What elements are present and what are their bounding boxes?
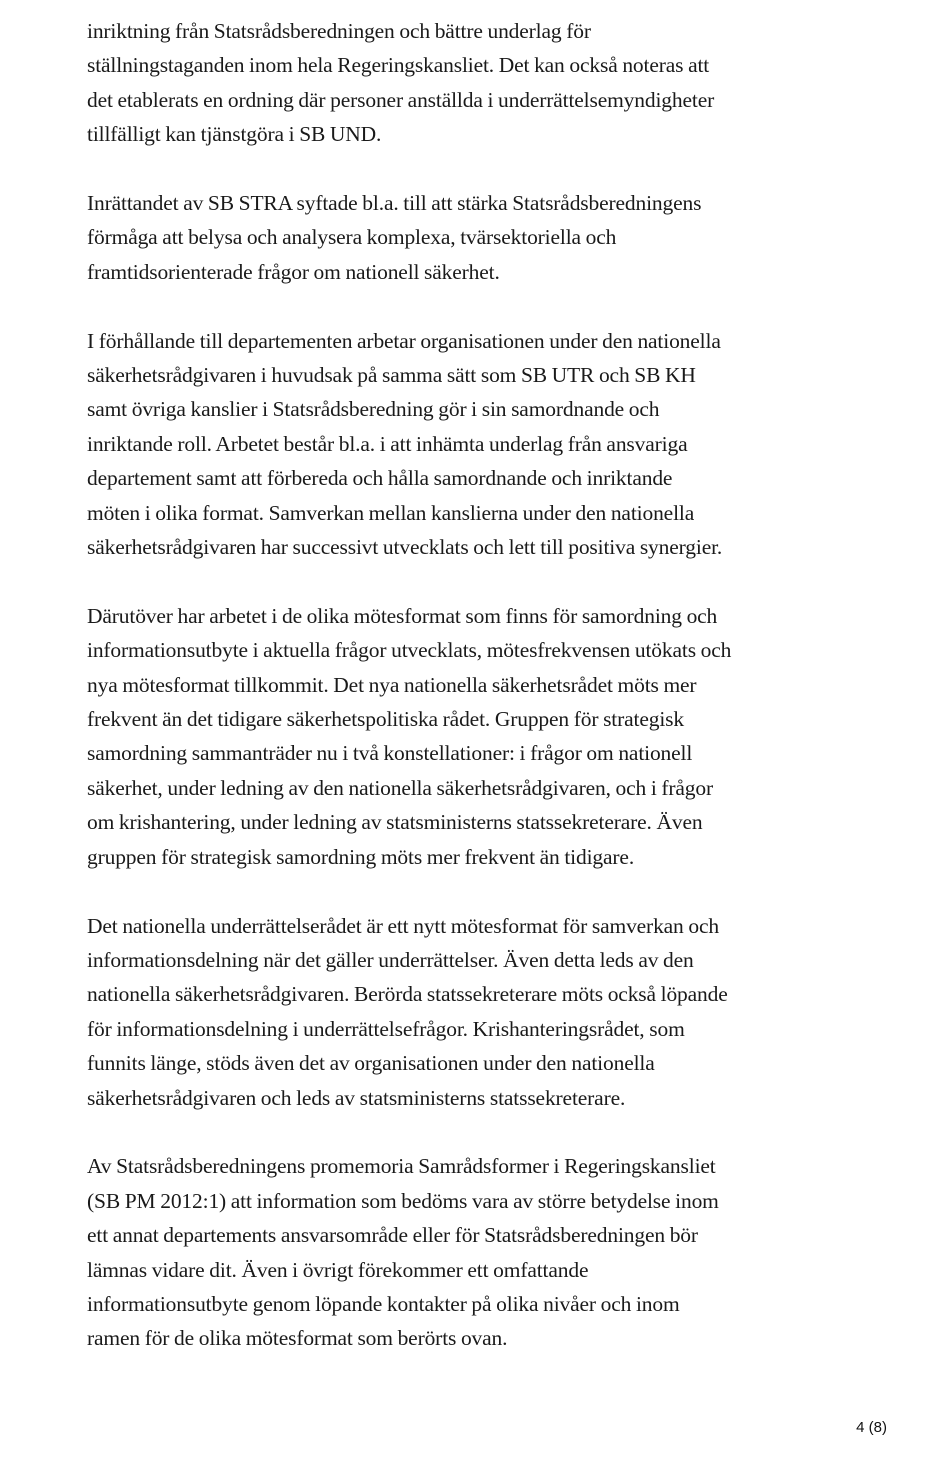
text-line: tillfälligt kan tjänstgöra i SB UND. [87,122,382,147]
paragraph-2 [87,186,887,289]
text-line: informationsutbyte i aktuella frågor utvecklats, mötesfrekvensen utökats och [87,638,732,663]
text-line: möten i olika format. Samverkan mellan kanslierna under den nationella [87,500,695,525]
text-line: lämnas vidare dit. Även i övrigt förekommer ett omfattande [87,1257,589,1282]
document-body [87,14,887,1390]
text-line: Inrättandet av SB STRA syftade bl.a. till att stärka Statsrådsberedningens [87,191,702,216]
text-line: inriktning från Statsrådsberedningen och bättre underlag för [87,19,591,43]
text-line: om krishantering, under ledning av statsministerns statssekreterare. Även [87,810,703,835]
text-line: säkerhetsrådgivaren och leds av statsministerns statssekreterare. [87,1085,626,1110]
text-line: departement samt att förbereda och hålla samordnande och inriktande [87,466,673,491]
text-line: informationsdelning när det gäller underrättelser. Även detta leds av den [87,947,694,972]
text-line: Det nationella underrättelserådet är ett nytt mötesformat för samverkan och [87,913,719,938]
text-line: Därutöver har arbetet i de olika mötesformat som finns för samordning och [87,603,718,628]
text-line: ett annat departements ansvarsområde eller för Statsrådsberedningen bör [87,1223,698,1248]
text-line: informationsutbyte genom löpande kontakter på olika nivåer och inom [87,1291,680,1316]
text-line: (SB PM 2012:1) att information som bedöms vara av större betydelse inom [87,1188,719,1213]
text-line: nya mötesformat tillkommit. Det nya nationella säkerhetsrådet möts mer [87,672,697,697]
text-line: ställningstaganden inom hela Regeringskansliet. Det kan också noteras att [87,53,710,78]
text-line: I förhållande till departementen arbetar organisationen under den nationella [87,328,721,353]
text-line: frekvent än det tidigare säkerhetspolitiska rådet. Gruppen för strategisk [87,707,684,732]
text-line: ramen för de olika mötesformat som berörts ovan. [87,1326,508,1351]
paragraph-1 [87,14,887,152]
text-line: framtidsorienterade frågor om nationell säkerhet. [87,259,500,284]
paragraph-4 [87,599,887,874]
text-line: gruppen för strategisk samordning möts mer frekvent än tidigare. [87,844,635,869]
page-number: 4 (8) [856,1419,887,1436]
text-line: säkerhetsrådgivaren har successivt utvecklats och lett till positiva synergier. [87,535,723,560]
text-line: förmåga att belysa och analysera komplexa, tvärsektoriella och [87,225,617,250]
paragraph-6 [87,1149,887,1355]
paragraph-3 [87,324,887,565]
text-line: inriktande roll. Arbetet består bl.a. i att inhämta underlag från ansvariga [87,431,688,456]
text-line: nationella säkerhetsrådgivaren. Berörda statssekreterare möts också löpande [87,982,728,1007]
text-line: säkerhetsrådgivaren i huvudsak på samma sätt som SB UTR och SB KH [87,363,696,388]
paragraph-5 [87,909,887,1115]
text-line: funnits länge, stöds även det av organisationen under den nationella [87,1051,655,1076]
text-line: samt övriga kanslier i Statsrådsberedning gör i sin samordnande och [87,397,660,422]
text-line: säkerhet, under ledning av den nationella säkerhetsrådgivaren, och i frågor [87,775,714,800]
text-line: för informationsdelning i underrättelsefrågor. Krishanteringsrådet, som [87,1016,685,1041]
text-line: Av Statsrådsberedningens promemoria Samrådsformer i Regeringskansliet [87,1154,716,1179]
text-line: samordning sammanträder nu i två konstellationer: i frågor om nationell [87,741,693,766]
text-line: det etablerats en ordning där personer anställda i underrättelsemyndigheter [87,87,715,112]
